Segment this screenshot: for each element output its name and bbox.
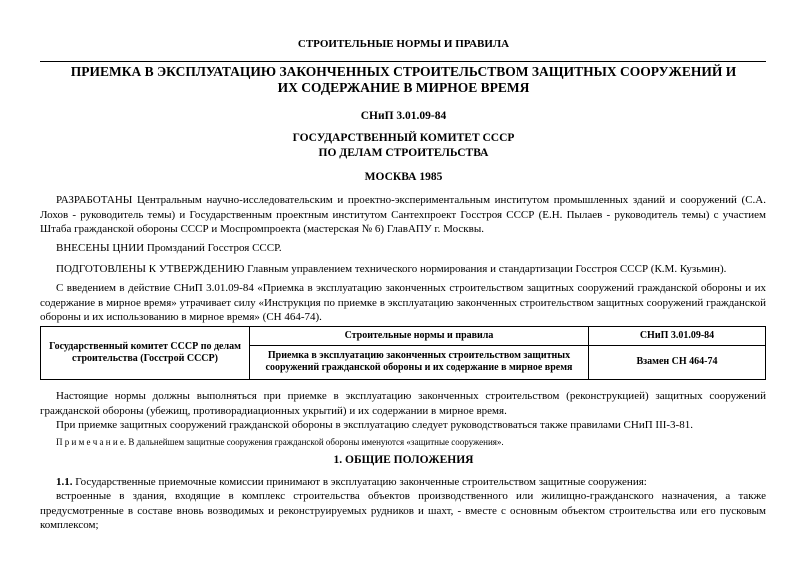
org-line-2: ПО ДЕЛАМ СТРОИТЕЛЬСТВА — [318, 147, 489, 159]
header-rule — [40, 61, 766, 62]
city-year: МОСКВА 1985 — [364, 171, 443, 183]
section-heading: 1. ОБЩИЕ ПОЛОЖЕНИЯ — [333, 454, 474, 466]
org-line-1: ГОСУДАРСТВЕННЫЙ КОМИТЕТ СССР — [292, 132, 515, 144]
scope-paragraph: Настоящие нормы должны выполняться при приемке в эксплуатацию законченных строительством (реконструкцией) защитных сооружений гражданской обороны (убежищ, противорадиационных укрытий) и их содержании в мирное время. — [40, 390, 766, 417]
standard-info-table — [40, 326, 766, 380]
table-replaces-cell: Взамен СН 464-74 — [589, 345, 766, 379]
document-series: СТРОИТЕЛЬНЫЕ НОРМЫ И ПРАВИЛА — [297, 38, 510, 50]
note-paragraph — [40, 436, 766, 448]
prepared-paragraph: ПОДГОТОВЛЕНЫ К УТВЕРЖДЕНИЮ Главным управлением технического нормирования и стандартизации Госстроя СССР (К.М. Кузьмин). — [56, 263, 727, 275]
clause-number: 1.1. — [56, 476, 73, 488]
reference-paragraph: При приемке защитных сооружений гражданской обороны в эксплуатацию следует руководствоваться также правилами СНиП III-3-81. — [56, 419, 693, 431]
clause-item-paragraph: встроенные в здания, входящие в комплекс строительства объектов производственного или жилищно-гражданского назначения, а также предусмотренные в составе вновь возводимых и реконструируемых рудников и шахт, - вместе с основным объектом строительства или его пусковым комплексом; — [40, 490, 766, 531]
effect-paragraph: С введением в действие СНиП 3.01.09-84 «Приемка в эксплуатацию законченных строительством защитных сооружений гражданской обороны и их содержание в мирное время» утрачивает силу «Инструкция по приемке в эксплуатацию законченных строительством защитных сооружений гражданской обороны и их использованию в мирное время» (СН 464-74). — [40, 282, 766, 323]
document-title: ПРИЕМКА В ЭКСПЛУАТАЦИЮ ЗАКОНЧЕННЫХ СТРОИТЕЛЬСТВОМ ЗАЩИТНЫХ СООРУЖЕНИЙ И ИХ СОДЕРЖАНИЕ В МИРНОЕ ВРЕМЯ — [70, 64, 737, 95]
table-code-cell: СНиП 3.01.09-84 — [589, 327, 766, 346]
table-norms-cell: Строительные нормы и правила — [250, 327, 589, 346]
note-label: П р и м е ч а н и е. — [56, 437, 127, 447]
clause-text: Государственные приемочные комиссии принимают в эксплуатацию законченные строительством защитные сооружения: — [75, 476, 647, 488]
introduced-paragraph: ВНЕСЕНЫ ЦНИИ Промзданий Госстроя СССР. — [56, 242, 282, 254]
issuing-organization — [0, 131, 807, 161]
document-code: СНиП 3.01.09-84 — [360, 110, 447, 122]
developed-paragraph: РАЗРАБОТАНЫ Центральным научно-исследовательским и проектно-экспериментальным институтом промышленных зданий и сооружений (С.А. Лохов - руководитель темы) и Государственным проектным институтом Сантехпроект Госстроя СССР (Е.Н. Пылаев - руководитель темы) с участием Штаба гражданской обороны СССР и Моспромпроекта (мастерская № 6) ГлавАПУ г. Москвы. — [40, 194, 766, 235]
table-org-cell: Государственный комитет СССР по делам строительства (Госстрой СССР) — [41, 327, 250, 380]
clause-paragraph — [40, 475, 766, 490]
note-text: В дальнейшем защитные сооружения гражданской обороны именуются «защитные сооружения». — [128, 437, 504, 447]
table-subject-cell: Приемка в эксплуатацию законченных строительством защитных сооружений гражданской обороны и их содержание в мирное время — [250, 345, 589, 379]
